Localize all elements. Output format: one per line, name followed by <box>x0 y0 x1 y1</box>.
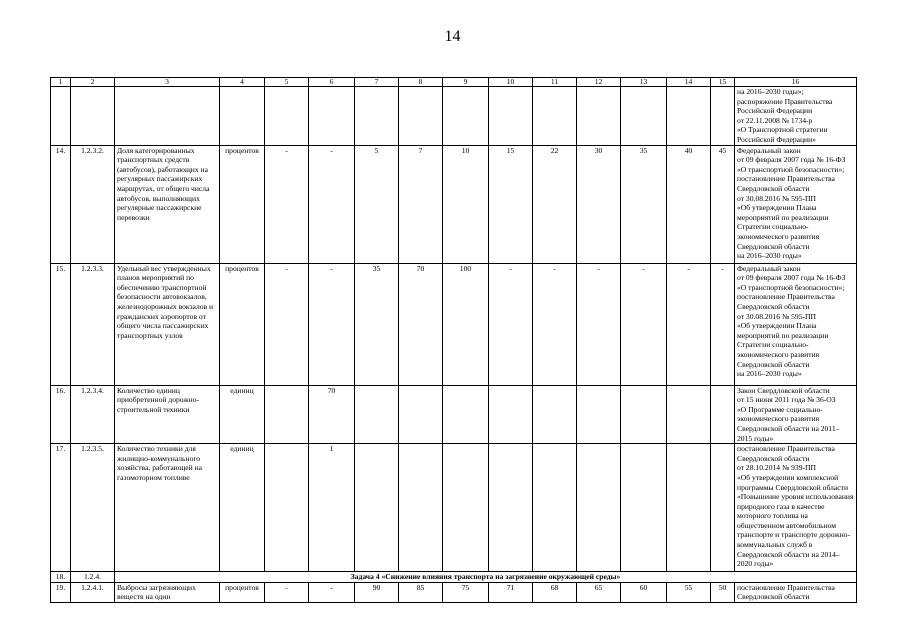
year-value: 85 <box>399 582 443 602</box>
row-number: 15. <box>51 263 71 385</box>
year-value <box>265 444 309 572</box>
row-number: 16. <box>51 385 71 444</box>
column-header: 5 <box>265 78 309 87</box>
year-value <box>355 385 399 444</box>
year-value <box>533 87 577 146</box>
task-row <box>51 572 857 583</box>
year-value: 15 <box>489 145 533 263</box>
year-value: - <box>667 263 711 385</box>
source-document: на 2016–2030 годы»; распоряжение Правительства Российской Федерации от 22.11.2008 № 1734-р «О Транспортной стратегии Российской Федерации» <box>735 87 857 146</box>
column-header: 8 <box>399 78 443 87</box>
year-value <box>489 444 533 572</box>
table-row <box>51 582 857 602</box>
year-value <box>621 444 667 572</box>
year-value: 22 <box>533 145 577 263</box>
year-value: 7 <box>399 145 443 263</box>
year-value <box>667 87 711 146</box>
year-value <box>621 385 667 444</box>
indicators-table <box>50 77 857 603</box>
unit-of-measure: процентов <box>220 582 265 602</box>
year-value: 55 <box>667 582 711 602</box>
table-row <box>51 385 857 444</box>
year-value <box>489 385 533 444</box>
indicator-name: Количество техники для жилищно-коммунального хозяйства, работающей на газомоторном топливе <box>115 444 220 572</box>
column-header: 10 <box>489 78 533 87</box>
indicator-name: Количество единиц приобретенной дорожно-строительной техники <box>115 385 220 444</box>
unit-of-measure: процентов <box>220 145 265 263</box>
source-document: Федеральный закон от 09 февраля 2007 года № 16-ФЗ «О транспортной безопасности»; постановление Правительства Свердловской области от 30.08.2016 № 595-ПП «Об утверждении Плана мероприятий по реализации Стратегии социально-экономического развития Свердловской области на 2016–2030 годы» <box>735 263 857 385</box>
column-header: 3 <box>115 78 220 87</box>
year-value <box>399 87 443 146</box>
year-value <box>265 385 309 444</box>
year-value: 5 <box>355 145 399 263</box>
year-value <box>355 444 399 572</box>
page-number: 14 <box>444 28 461 45</box>
year-value <box>443 87 489 146</box>
year-value: 60 <box>621 582 667 602</box>
year-value <box>309 87 355 146</box>
unit-of-measure: единиц <box>220 444 265 572</box>
column-header: 7 <box>355 78 399 87</box>
year-value: - <box>621 263 667 385</box>
year-value: - <box>265 145 309 263</box>
indicator-name: Доля категорированных транспортных средств (автобусов), работающих на регулярных пассажирских маршрутах, от общего числа автобусов, выполняющих регулярные пассажирские перевозки <box>115 145 220 263</box>
task-title: Задача 4 «Снижение влияния транспорта на загрязнение окружающей среды» <box>115 572 857 583</box>
year-value <box>711 385 735 444</box>
year-value: 35 <box>355 263 399 385</box>
indicator-name <box>115 87 220 146</box>
year-value <box>667 444 711 572</box>
table-row <box>51 87 857 146</box>
year-value <box>399 385 443 444</box>
year-value: 90 <box>355 582 399 602</box>
table-row <box>51 444 857 572</box>
unit-of-measure: процентов <box>220 263 265 385</box>
source-document: постановление Правительства Свердловской области от 28.10.2014 № 939-ПП «Об утверждении комплексной программы Свердловской области «Повышение уровня использования природного газа в качестве моторного топлива на общественном автомобильном транспорте и транспорте дорожно-коммунальных служб в Свердловской области на 2014–2020 годы» <box>735 444 857 572</box>
column-header: 13 <box>621 78 667 87</box>
row-number <box>51 87 71 146</box>
row-number: 14. <box>51 145 71 263</box>
source-document: Федеральный закон от 09 февраля 2007 года № 16-ФЗ «О транспортной безопасности»; постановление Правительства Свердловской области от 30.08.2016 № 595-ПП «Об утверждении Плана мероприятий по реализации Стратегии социально-экономического развития Свердловской области на 2016–2030 годы» <box>735 145 857 263</box>
year-value: 100 <box>443 263 489 385</box>
task-code: 1.2.4. <box>71 572 115 583</box>
column-header-row <box>51 78 857 87</box>
year-value: - <box>577 263 621 385</box>
column-header: 9 <box>443 78 489 87</box>
indicator-code: 1.2.4.1. <box>71 582 115 602</box>
row-number: 19. <box>51 582 71 602</box>
year-value <box>443 444 489 572</box>
column-header: 16 <box>735 78 857 87</box>
indicator-code: 1.2.3.5. <box>71 444 115 572</box>
year-value <box>533 444 577 572</box>
indicator-code: 1.2.3.4. <box>71 385 115 444</box>
year-value <box>355 87 399 146</box>
year-value: - <box>309 582 355 602</box>
year-value: - <box>309 263 355 385</box>
year-value: 40 <box>667 145 711 263</box>
year-value: - <box>265 263 309 385</box>
year-value <box>577 87 621 146</box>
year-value: 71 <box>489 582 533 602</box>
year-value: 35 <box>621 145 667 263</box>
year-value: - <box>309 145 355 263</box>
year-value: 65 <box>577 582 621 602</box>
year-value <box>443 385 489 444</box>
year-value <box>621 87 667 146</box>
source-document: постановление Правительства Свердловской области <box>735 582 857 602</box>
year-value <box>533 385 577 444</box>
unit-of-measure: единиц <box>220 385 265 444</box>
year-value: - <box>489 263 533 385</box>
column-header: 2 <box>71 78 115 87</box>
year-value <box>399 444 443 572</box>
year-value: 1 <box>309 444 355 572</box>
year-value: - <box>533 263 577 385</box>
column-header: 14 <box>667 78 711 87</box>
indicator-code: 1.2.3.3. <box>71 263 115 385</box>
row-number: 17. <box>51 444 71 572</box>
source-document: Закон Свердловской области от 15 июня 2011 года № 36-ОЗ «О Программе социально-экономического развития Свердловской области на 2011–2015 годы» <box>735 385 857 444</box>
year-value: 10 <box>443 145 489 263</box>
year-value <box>489 87 533 146</box>
row-number: 18. <box>51 572 71 583</box>
year-value <box>577 385 621 444</box>
year-value: 70 <box>399 263 443 385</box>
table-row <box>51 145 857 263</box>
year-value: 68 <box>533 582 577 602</box>
unit-of-measure <box>220 87 265 146</box>
year-value: - <box>711 263 735 385</box>
indicator-name: Удельный вес утвержденных планов мероприятий по обеспечению транспортной безопасности автовокзалов, железнодорожных вокзалов и гражданских аэропортов от общего числа пассажирских транспортных узлов <box>115 263 220 385</box>
year-value <box>265 87 309 146</box>
indicator-code <box>71 87 115 146</box>
year-value: 50 <box>711 582 735 602</box>
year-value <box>577 444 621 572</box>
year-value <box>711 444 735 572</box>
column-header: 11 <box>533 78 577 87</box>
year-value <box>711 87 735 146</box>
year-value: - <box>265 582 309 602</box>
year-value: 30 <box>577 145 621 263</box>
table-row <box>51 263 857 385</box>
year-value: 70 <box>309 385 355 444</box>
column-header: 15 <box>711 78 735 87</box>
year-value <box>667 385 711 444</box>
indicator-code: 1.2.3.2. <box>71 145 115 263</box>
year-value: 45 <box>711 145 735 263</box>
column-header: 12 <box>577 78 621 87</box>
column-header: 4 <box>220 78 265 87</box>
year-value: 75 <box>443 582 489 602</box>
column-header: 1 <box>51 78 71 87</box>
indicator-name: Выбросы загрязняющих веществ на один <box>115 582 220 602</box>
column-header: 6 <box>309 78 355 87</box>
